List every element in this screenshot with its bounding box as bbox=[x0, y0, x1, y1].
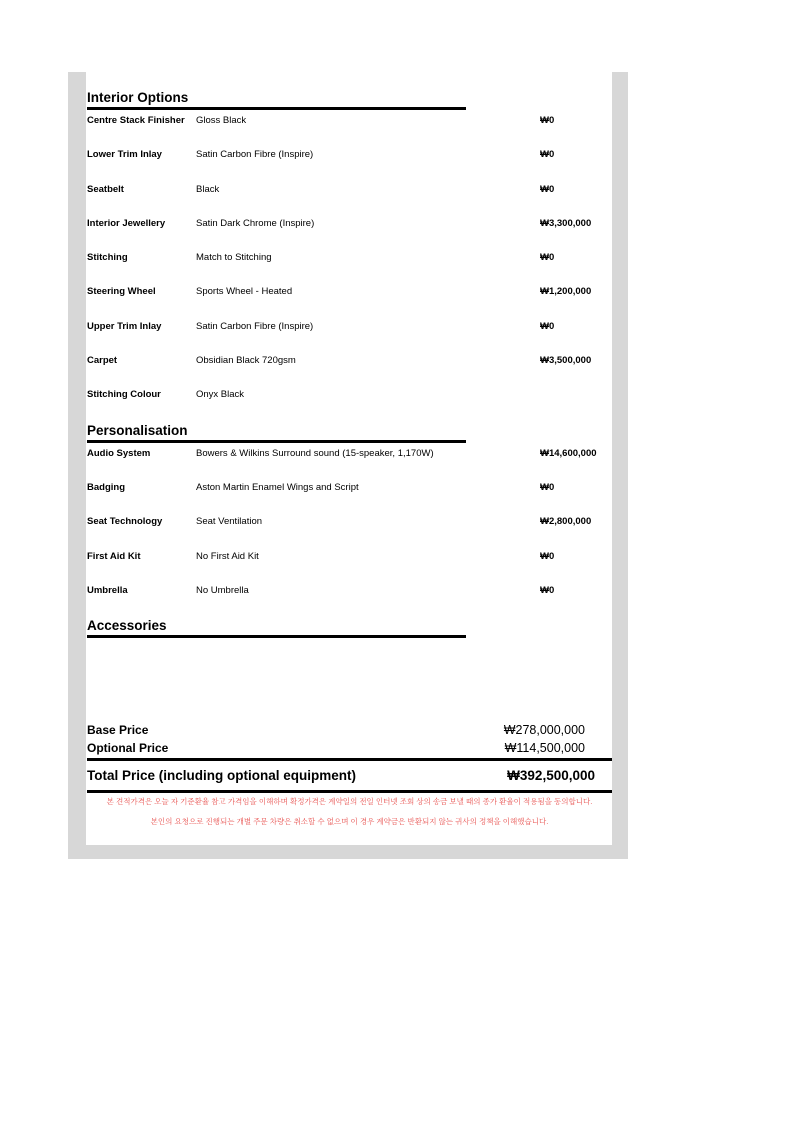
option-label: Badging bbox=[87, 481, 125, 493]
option-value: Sports Wheel - Heated bbox=[196, 286, 293, 298]
option-price bbox=[540, 389, 612, 400]
option-price: ₩1,200,000 bbox=[540, 286, 592, 298]
option-value: No First Aid Kit bbox=[196, 550, 259, 562]
option-price: ₩0 bbox=[540, 115, 555, 126]
optional-price-label: Optional Price bbox=[87, 741, 169, 756]
option-value: Black bbox=[196, 183, 220, 195]
option-row bbox=[87, 389, 612, 400]
option-label: Centre Stack Finisher bbox=[87, 115, 185, 126]
option-value: Satin Carbon Fibre (Inspire) bbox=[196, 149, 314, 161]
option-label: Seatbelt bbox=[87, 183, 124, 195]
option-price: ₩0 bbox=[540, 481, 555, 493]
option-label: Upper Trim Inlay bbox=[87, 320, 162, 332]
option-rows bbox=[87, 448, 612, 596]
optional-price-row bbox=[87, 741, 612, 756]
option-price: ₩0 bbox=[540, 584, 555, 596]
option-value: No Umbrella bbox=[196, 584, 249, 596]
option-label: Stitching Colour bbox=[87, 389, 161, 401]
option-price: ₩0 bbox=[540, 149, 555, 161]
section-interior-options bbox=[87, 91, 612, 400]
option-row bbox=[87, 252, 612, 263]
option-value: Satin Carbon Fibre (Inspire) bbox=[196, 320, 314, 332]
option-price: ₩0 bbox=[540, 550, 555, 562]
option-row bbox=[87, 218, 612, 229]
option-row bbox=[87, 448, 612, 459]
option-row bbox=[87, 585, 612, 596]
total-price-value: ₩392,500,000 bbox=[507, 767, 595, 783]
section-title: Interior Options bbox=[87, 90, 189, 105]
section-rule bbox=[87, 107, 466, 110]
option-value: Match to Stitching bbox=[196, 252, 272, 264]
page-surround bbox=[68, 72, 628, 859]
option-value: Seat Ventilation bbox=[196, 516, 263, 528]
total-price-row bbox=[87, 768, 612, 784]
option-label: Carpet bbox=[87, 355, 118, 367]
option-label: Lower Trim Inlay bbox=[87, 149, 162, 161]
option-value: Aston Martin Enamel Wings and Script bbox=[196, 481, 359, 493]
option-row bbox=[87, 149, 612, 160]
option-price: ₩0 bbox=[540, 252, 555, 264]
page-content bbox=[86, 91, 612, 826]
option-label: Audio System bbox=[87, 447, 151, 459]
section-rule bbox=[87, 635, 466, 638]
option-price: ₩0 bbox=[540, 320, 555, 332]
option-price: ₩0 bbox=[540, 183, 555, 195]
total-bottom-rule bbox=[87, 790, 612, 793]
option-row bbox=[87, 355, 612, 366]
option-label: Steering Wheel bbox=[87, 286, 156, 298]
option-label: Umbrella bbox=[87, 584, 128, 596]
option-label: First Aid Kit bbox=[87, 550, 141, 562]
option-row bbox=[87, 551, 612, 562]
document-page bbox=[86, 72, 612, 845]
total-price-label: Total Price (including optional equipment) bbox=[87, 767, 356, 783]
option-row bbox=[87, 321, 612, 332]
summary-divider-rule bbox=[87, 758, 612, 761]
price-summary bbox=[87, 723, 612, 793]
section-title: Personalisation bbox=[87, 422, 188, 438]
option-price: ₩14,600,000 bbox=[540, 447, 597, 459]
option-row bbox=[87, 115, 612, 126]
option-value: Satin Dark Chrome (Inspire) bbox=[196, 217, 315, 229]
section-rule bbox=[87, 440, 466, 443]
option-label: Interior Jewellery bbox=[87, 217, 166, 229]
option-price: ₩2,800,000 bbox=[540, 516, 592, 528]
option-value: Obsidian Black 720gsm bbox=[196, 355, 296, 367]
disclaimer-line-2: 본인의 요청으로 진행되는 개별 주문 차량은 취소할 수 없으며 이 경우 계약금은 반환되지 않는 귀사의 정책을 이해했습니다. bbox=[150, 816, 549, 826]
option-row bbox=[87, 184, 612, 195]
option-price: ₩3,300,000 bbox=[540, 217, 592, 229]
option-label: Stitching bbox=[87, 252, 128, 264]
option-row bbox=[87, 286, 612, 297]
option-value: Onyx Black bbox=[196, 389, 245, 401]
disclaimer-line-1: 본 견적가격은 오늘 자 기준환율 참고 가격임을 이해하며 확정가격은 계약일의 전일 인터넷 조회 상의 송금 보낼 때의 종가 환율이 적용됨을 동의합니다. bbox=[106, 796, 593, 806]
option-row bbox=[87, 482, 612, 493]
option-label: Seat Technology bbox=[87, 516, 163, 528]
option-row bbox=[87, 516, 612, 527]
option-rows bbox=[87, 115, 612, 400]
section-accessories bbox=[87, 619, 612, 638]
option-value: Bowers & Wilkins Surround sound (15-speaker, 1,170W) bbox=[196, 447, 434, 459]
base-price-row bbox=[87, 723, 612, 738]
option-value: Gloss Black bbox=[196, 115, 247, 126]
base-price-value: ₩278,000,000 bbox=[503, 723, 585, 738]
section-personalisation bbox=[87, 424, 612, 596]
option-price: ₩3,500,000 bbox=[540, 355, 592, 367]
optional-price-value: ₩114,500,000 bbox=[504, 741, 585, 756]
base-price-label: Base Price bbox=[87, 723, 149, 738]
section-title: Accessories bbox=[87, 618, 167, 634]
